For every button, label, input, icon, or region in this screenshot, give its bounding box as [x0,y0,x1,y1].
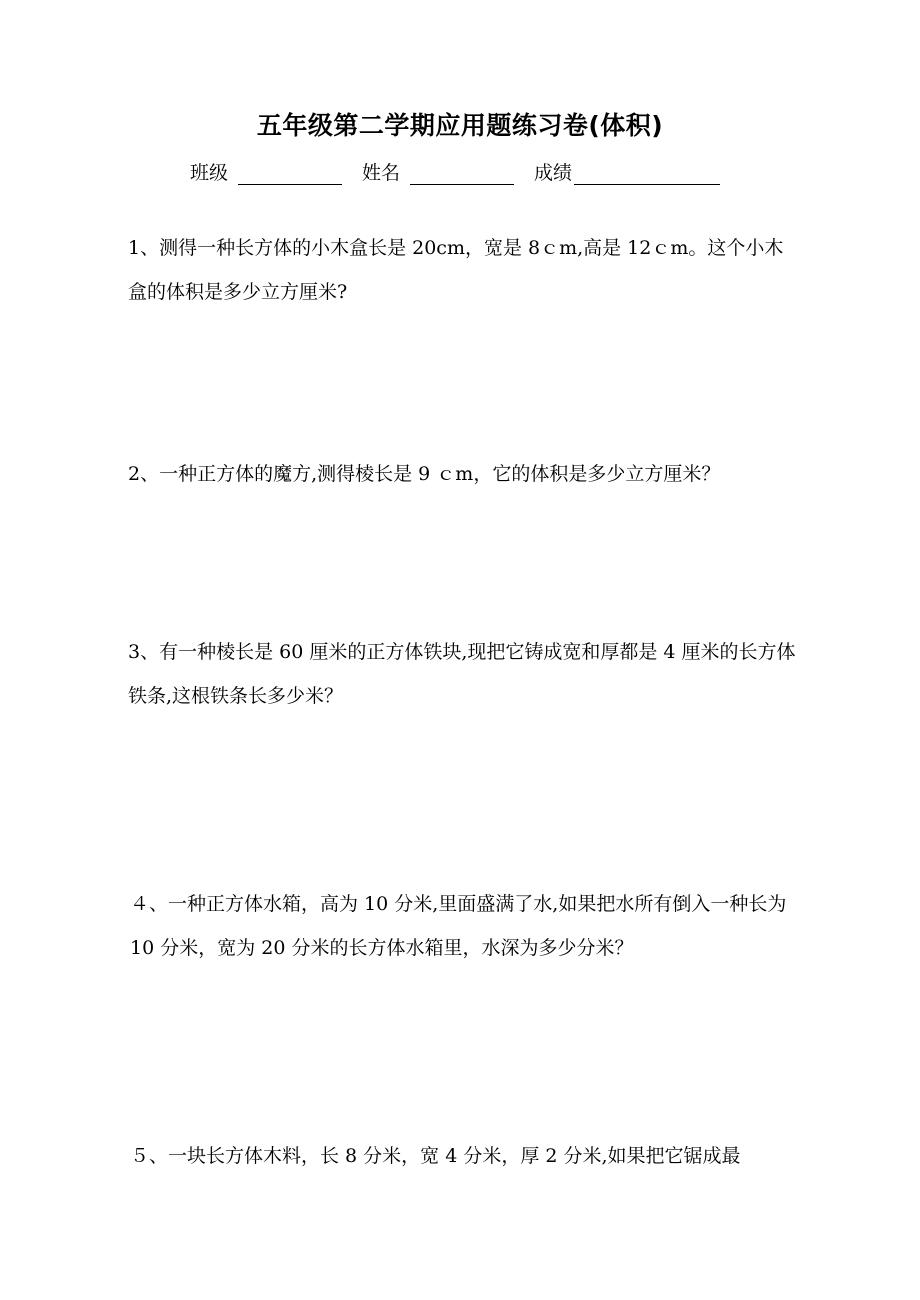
student-info-line [190,158,740,185]
question-1: 1、测得一种长方体的小木盒长是 20cm，宽是 8ｃm,高是 12ｃm。这个小木盒的体积是多少立方厘米? [128,237,784,303]
class-field [190,158,342,185]
class-label: 班级 [190,162,229,184]
name-blank[interactable] [410,162,514,185]
question-5: ５、一块长方体木料，长 8 分米，宽 4 分米，厚 2 分米,如果把它锯成最 [130,1145,741,1167]
score-label: 成绩 [534,162,573,184]
page-title: 五年级第二学期应用题练习卷(体积) [256,111,664,140]
name-field [362,158,514,185]
class-blank[interactable] [238,162,342,185]
score-blank[interactable] [574,162,720,185]
question-4: ４、一种正方体水箱，高为 10 分米,里面盛满了水,如果把水所有倒入一种长为 10 分米，宽为 20 分米的长方体水箱里，水深为多少分米？ [130,893,787,959]
name-label: 姓名 [362,162,401,184]
question-2: 2、一种正方体的魔方,测得棱长是 9 ｃm，它的体积是多少立方厘米？ [128,463,721,485]
score-field [534,158,720,185]
question-3: 3、有一种棱长是 60 厘米的正方体铁块,现把它铸成宽和厚都是 4 厘米的长方体铁条,这根铁条长多少米？ [128,641,796,707]
